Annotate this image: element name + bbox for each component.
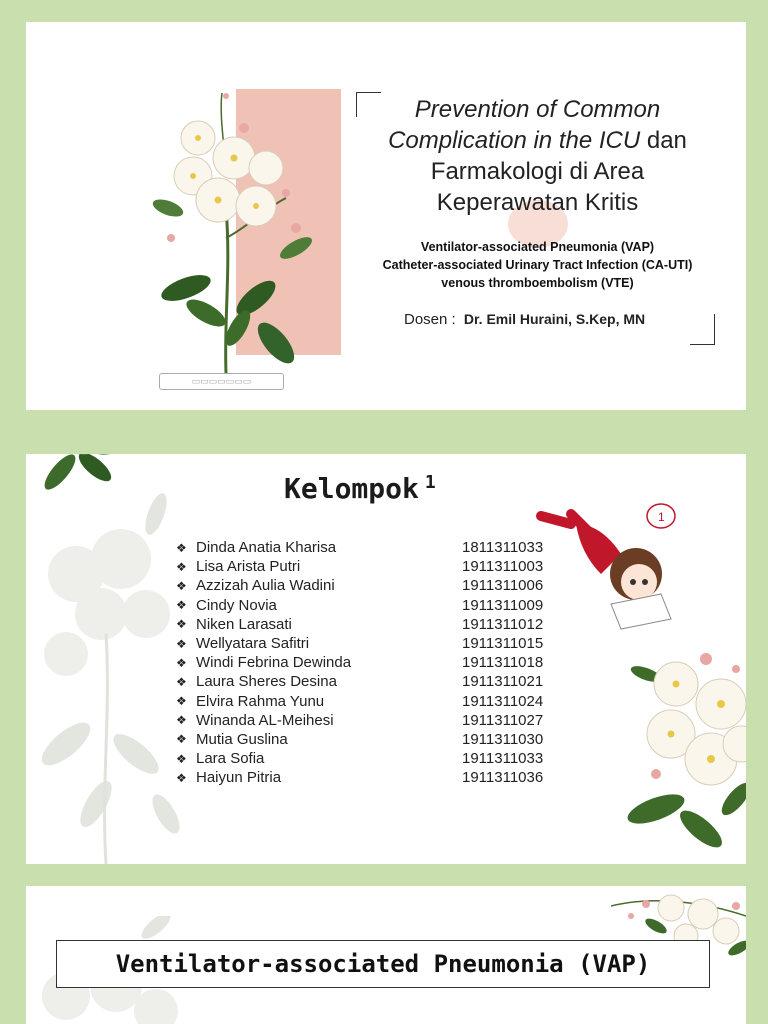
member-row (176, 672, 566, 691)
member-name: Elvira Rahma Yunu (196, 692, 325, 710)
watermark-stamp: ▭▭▭▭▭▭▭ (159, 373, 284, 390)
diamond-bullet-icon: ❖ (176, 559, 187, 574)
title-line-2-italic: Complication in the ICU (388, 127, 641, 154)
member-nim: 1911311015 (462, 635, 544, 653)
rose-bouquet-illustration (126, 88, 326, 378)
lecturer-line (404, 311, 645, 328)
vap-title-box (56, 940, 710, 988)
group-title (284, 472, 436, 505)
member-row (176, 538, 566, 557)
member-name: Niken Larasati (196, 615, 292, 633)
member-row (176, 557, 566, 576)
diamond-bullet-icon: ❖ (176, 713, 187, 728)
rose-cluster-illustration (626, 614, 746, 864)
diamond-bullet-icon: ❖ (176, 617, 187, 632)
title-line-1: Prevention of Common (414, 96, 661, 123)
diamond-bullet-icon: ❖ (176, 578, 187, 593)
member-row (176, 615, 566, 634)
member-name: Dinda Anatia Kharisa (196, 539, 337, 557)
member-row (176, 653, 566, 672)
bubble-number: 1 (658, 510, 665, 524)
member-row (176, 596, 566, 615)
member-nim: 1911311021 (462, 673, 544, 691)
member-name: Azzizah Aulia Wadini (196, 577, 335, 595)
cartoon-girl-illustration (531, 494, 681, 634)
member-nim: 1911311003 (462, 558, 544, 576)
group-members-slide (26, 454, 746, 864)
member-row (176, 768, 566, 787)
member-row (176, 711, 566, 730)
diamond-bullet-icon: ❖ (176, 770, 187, 785)
member-name: Winanda AL-Meihesi (196, 711, 334, 729)
diamond-bullet-icon: ❖ (176, 694, 187, 709)
diamond-bullet-icon: ❖ (176, 751, 187, 766)
topic-list (356, 238, 719, 292)
diamond-bullet-icon: ❖ (176, 674, 187, 689)
group-number: 1 (424, 472, 436, 493)
diamond-bullet-icon: ❖ (176, 655, 187, 670)
leaf-sprig-illustration (26, 454, 140, 522)
diamond-bullet-icon: ❖ (176, 732, 187, 747)
diamond-bullet-icon: ❖ (176, 636, 187, 651)
member-name: Cindy Novia (196, 596, 277, 614)
member-row (176, 692, 566, 711)
member-row (176, 749, 566, 768)
member-nim: 1911311012 (462, 615, 544, 633)
title-line-2-rest: dan (640, 127, 687, 154)
vap-title: Ventilator-associated Pneumonia (VAP) (115, 950, 651, 978)
member-nim: 1911311009 (462, 596, 544, 614)
title-slide (26, 22, 746, 410)
member-nim: 1911311030 (462, 730, 544, 748)
member-name: Mutia Guslina (196, 730, 288, 748)
member-nim: 1911311018 (462, 654, 544, 672)
member-nim: 1911311024 (462, 692, 544, 710)
title-line-4: Keperawatan Kritis (436, 189, 639, 216)
diamond-bullet-icon: ❖ (176, 540, 187, 555)
member-nim: 1911311033 (462, 750, 544, 768)
diamond-bullet-icon: ❖ (176, 598, 187, 613)
member-row (176, 634, 566, 653)
slide-title (356, 94, 719, 218)
member-nim: 1911311036 (462, 769, 544, 787)
lecturer-label: Dosen : (404, 311, 456, 328)
member-name: Haiyun Pitria (196, 769, 282, 787)
lecturer-name: Dr. Emil Huraini, S.Kep, MN (463, 311, 646, 327)
member-nim: 1811311033 (462, 539, 544, 557)
member-list (176, 538, 566, 787)
member-nim: 1911311027 (462, 711, 544, 729)
member-name: Lara Sofia (196, 750, 265, 768)
topic-vte: venous thromboembolism (VTE) (441, 276, 634, 290)
topic-cauti: Catheter-associated Urinary Tract Infection (CA-UTI) (382, 258, 693, 272)
member-name: Wellyatara Safitri (196, 635, 310, 653)
member-name: Windi Febrina Dewinda (196, 654, 352, 672)
member-nim: 1911311006 (462, 577, 544, 595)
corner-bracket-bottom-right (690, 314, 715, 345)
member-row (176, 730, 566, 749)
member-name: Lisa Arista Putri (196, 558, 301, 576)
vap-section-slide (26, 886, 746, 1024)
member-row (176, 576, 566, 595)
group-title-text: Kelompok (284, 472, 419, 505)
title-line-3: Farmakologi di Area (430, 158, 645, 185)
member-name: Laura Sheres Desina (196, 673, 337, 691)
topic-vap: Ventilator-associated Pneumonia (VAP) (420, 240, 655, 254)
